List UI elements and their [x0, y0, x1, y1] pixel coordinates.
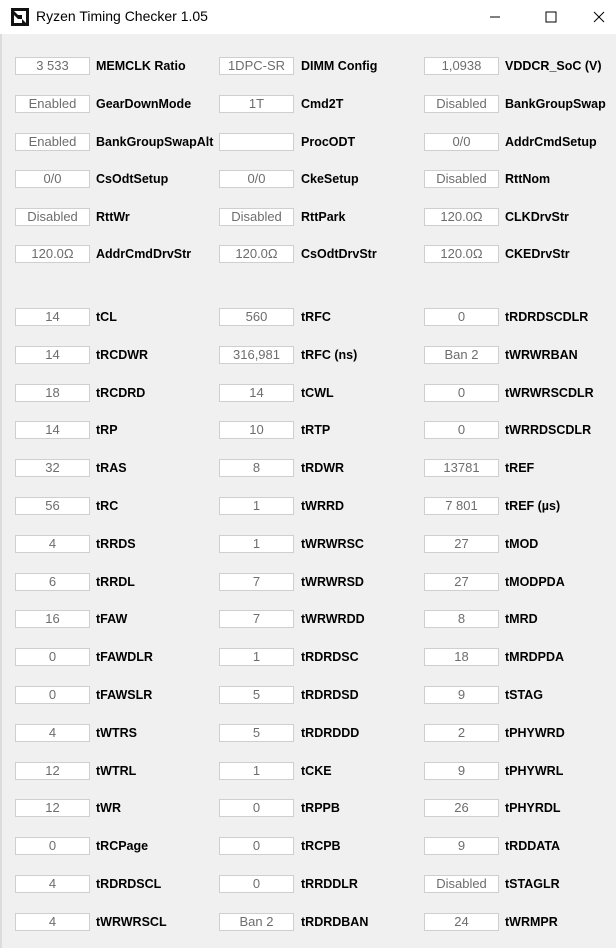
- window-border: [0, 34, 2, 948]
- value-field[interactable]: 1T: [219, 95, 294, 113]
- value-field[interactable]: 32: [15, 459, 90, 477]
- value-field[interactable]: 8: [424, 610, 499, 628]
- field-label: CKEDrvStr: [505, 247, 570, 261]
- value-field[interactable]: 14: [219, 384, 294, 402]
- value-field[interactable]: Disabled: [424, 170, 499, 188]
- value-field[interactable]: Disabled: [424, 875, 499, 893]
- value-field[interactable]: [219, 133, 294, 151]
- value-field[interactable]: 0: [424, 384, 499, 402]
- field-label: tRFC: [301, 310, 331, 324]
- field-label: tWRRDSCDLR: [505, 423, 592, 437]
- field-label: tRDRDDD: [301, 726, 360, 740]
- value-field[interactable]: 560: [219, 308, 294, 326]
- value-field[interactable]: 4: [15, 913, 90, 931]
- close-button[interactable]: [576, 0, 616, 34]
- value-field[interactable]: 27: [424, 535, 499, 553]
- value-field[interactable]: 14: [15, 308, 90, 326]
- field-label: tWR: [96, 801, 121, 815]
- value-field[interactable]: 7: [219, 573, 294, 591]
- title-bar[interactable]: [0, 0, 616, 34]
- value-field[interactable]: 9: [424, 762, 499, 780]
- field-label: tRPPB: [301, 801, 340, 815]
- field-label: tCL: [96, 310, 117, 324]
- field-label: tRCDWR: [96, 348, 149, 362]
- field-label: tRDRDSCL: [96, 877, 162, 891]
- value-field[interactable]: Disabled: [15, 208, 90, 226]
- field-label: tWRWRSCDLR: [505, 386, 594, 400]
- value-field[interactable]: 1DPC-SR: [219, 57, 294, 75]
- field-label: BankGroupSwap: [505, 97, 606, 111]
- field-label: tRCPage: [96, 839, 149, 853]
- field-label: CLKDrvStr: [505, 210, 569, 224]
- field-label: tMRD: [505, 612, 538, 626]
- value-field[interactable]: 120.0Ω: [424, 208, 499, 226]
- field-label: tPHYWRD: [505, 726, 565, 740]
- value-field[interactable]: 1,0938: [424, 57, 499, 75]
- field-label: tCKE: [301, 764, 332, 778]
- field-label: RttPark: [301, 210, 346, 224]
- value-field[interactable]: 7: [219, 610, 294, 628]
- value-field[interactable]: 120.0Ω: [424, 245, 499, 263]
- field-label: tFAWDLR: [96, 650, 153, 664]
- field-label: tRDRDSD: [301, 688, 359, 702]
- value-field[interactable]: 56: [15, 497, 90, 515]
- field-label: MEMCLK Ratio: [96, 59, 186, 73]
- field-label: tRC: [96, 499, 119, 513]
- field-label: tRCDRD: [96, 386, 146, 400]
- value-field[interactable]: 7 801: [424, 497, 499, 515]
- field-label: tRAS: [96, 461, 127, 475]
- value-field[interactable]: 1: [219, 535, 294, 553]
- field-label: tWRWRSD: [301, 575, 364, 589]
- field-label: CsOdtSetup: [96, 172, 169, 186]
- value-field[interactable]: 120.0Ω: [219, 245, 294, 263]
- value-field[interactable]: 2: [424, 724, 499, 742]
- value-field[interactable]: 27: [424, 573, 499, 591]
- value-field[interactable]: 9: [424, 686, 499, 704]
- field-label: tWRWRSCL: [96, 915, 167, 929]
- field-label: tSTAGLR: [505, 877, 560, 891]
- minimize-icon: [489, 11, 501, 23]
- field-label: tWRMPR: [505, 915, 558, 929]
- value-field[interactable]: 6: [15, 573, 90, 591]
- field-label: BankGroupSwapAlt: [96, 135, 214, 149]
- value-field[interactable]: 5: [219, 724, 294, 742]
- field-label: tPHYWRL: [505, 764, 564, 778]
- value-field[interactable]: Disabled: [219, 208, 294, 226]
- field-label: tWRWRDD: [301, 612, 365, 626]
- field-label: tRFC (ns): [301, 348, 358, 362]
- close-icon: [593, 11, 605, 23]
- value-field[interactable]: 5: [219, 686, 294, 704]
- value-field[interactable]: 4: [15, 875, 90, 893]
- value-field[interactable]: 0: [15, 648, 90, 666]
- field-label: tRDDATA: [505, 839, 561, 853]
- minimize-button[interactable]: [472, 0, 518, 34]
- value-field[interactable]: 0/0: [424, 133, 499, 151]
- value-field[interactable]: 12: [15, 799, 90, 817]
- value-field[interactable]: 0: [15, 837, 90, 855]
- field-label: tPHYRDL: [505, 801, 561, 815]
- value-field[interactable]: 14: [15, 421, 90, 439]
- field-label: CsOdtDrvStr: [301, 247, 377, 261]
- field-label: CkeSetup: [301, 172, 359, 186]
- ryzen-logo-icon: [11, 8, 29, 26]
- value-field[interactable]: 0: [424, 421, 499, 439]
- field-label: tFAWSLR: [96, 688, 153, 702]
- field-label: ProcODT: [301, 135, 356, 149]
- value-field[interactable]: 18: [15, 384, 90, 402]
- value-field[interactable]: Enabled: [15, 133, 90, 151]
- field-label: tRDWR: [301, 461, 345, 475]
- field-label: tRRDS: [96, 537, 136, 551]
- value-field[interactable]: 4: [15, 535, 90, 553]
- value-field[interactable]: Disabled: [424, 95, 499, 113]
- field-label: tREF: [505, 461, 535, 475]
- field-label: Cmd2T: [301, 97, 344, 111]
- value-field[interactable]: 1: [219, 762, 294, 780]
- value-field[interactable]: 0/0: [219, 170, 294, 188]
- field-label: tRDRDBAN: [301, 915, 369, 929]
- field-label: tFAW: [96, 612, 128, 626]
- value-field[interactable]: 3 533: [15, 57, 90, 75]
- field-label: tMOD: [505, 537, 539, 551]
- value-field[interactable]: 0: [424, 308, 499, 326]
- value-field[interactable]: 10: [219, 421, 294, 439]
- value-field[interactable]: 18: [424, 648, 499, 666]
- value-field[interactable]: 316,981: [219, 346, 294, 364]
- field-label: RttNom: [505, 172, 551, 186]
- field-label: tCWL: [301, 386, 334, 400]
- value-field[interactable]: 16: [15, 610, 90, 628]
- value-field[interactable]: 0: [15, 686, 90, 704]
- value-field[interactable]: 4: [15, 724, 90, 742]
- value-field[interactable]: 8: [219, 459, 294, 477]
- field-label: tSTAG: [505, 688, 543, 702]
- field-label: tRCPB: [301, 839, 341, 853]
- field-label: tWRWRSC: [301, 537, 364, 551]
- value-field[interactable]: Ban 2: [424, 346, 499, 364]
- field-label: tWTRS: [96, 726, 137, 740]
- value-field[interactable]: 1: [219, 648, 294, 666]
- value-field[interactable]: 120.0Ω: [15, 245, 90, 263]
- field-label: tRP: [96, 423, 118, 437]
- value-field[interactable]: 14: [15, 346, 90, 364]
- field-label: tWRRD: [301, 499, 345, 513]
- field-label: tRDRDSCDLR: [505, 310, 589, 324]
- value-field[interactable]: 9: [424, 837, 499, 855]
- field-label: tRRDDLR: [301, 877, 358, 891]
- field-label: AddrCmdDrvStr: [96, 247, 192, 261]
- maximize-button[interactable]: [528, 0, 574, 34]
- value-field[interactable]: Ban 2: [219, 913, 294, 931]
- value-field[interactable]: 0: [219, 875, 294, 893]
- field-label: tMRDPDA: [505, 650, 565, 664]
- value-field[interactable]: 26: [424, 799, 499, 817]
- field-label: tWTRL: [96, 764, 137, 778]
- field-label: tREF (µs): [505, 499, 561, 513]
- field-label: tMODPDA: [505, 575, 565, 589]
- field-label: AddrCmdSetup: [505, 135, 597, 149]
- field-label: GearDownMode: [96, 97, 192, 111]
- field-label: tRDRDSC: [301, 650, 359, 664]
- maximize-icon: [545, 11, 557, 23]
- field-label: DIMM Config: [301, 59, 378, 73]
- field-label: RttWr: [96, 210, 130, 224]
- value-field[interactable]: Enabled: [15, 95, 90, 113]
- value-field[interactable]: 24: [424, 913, 499, 931]
- value-field[interactable]: 0: [219, 837, 294, 855]
- value-field[interactable]: 1: [219, 497, 294, 515]
- field-label: VDDCR_SoC (V): [505, 59, 602, 73]
- field-label: tRRDL: [96, 575, 135, 589]
- window-title: Ryzen Timing Checker 1.05: [36, 8, 208, 24]
- value-field[interactable]: 0/0: [15, 170, 90, 188]
- field-label: tRTP: [301, 423, 331, 437]
- value-field[interactable]: 12: [15, 762, 90, 780]
- value-field[interactable]: 0: [219, 799, 294, 817]
- field-label: tWRWRBAN: [505, 348, 578, 362]
- value-field[interactable]: 13781: [424, 459, 499, 477]
